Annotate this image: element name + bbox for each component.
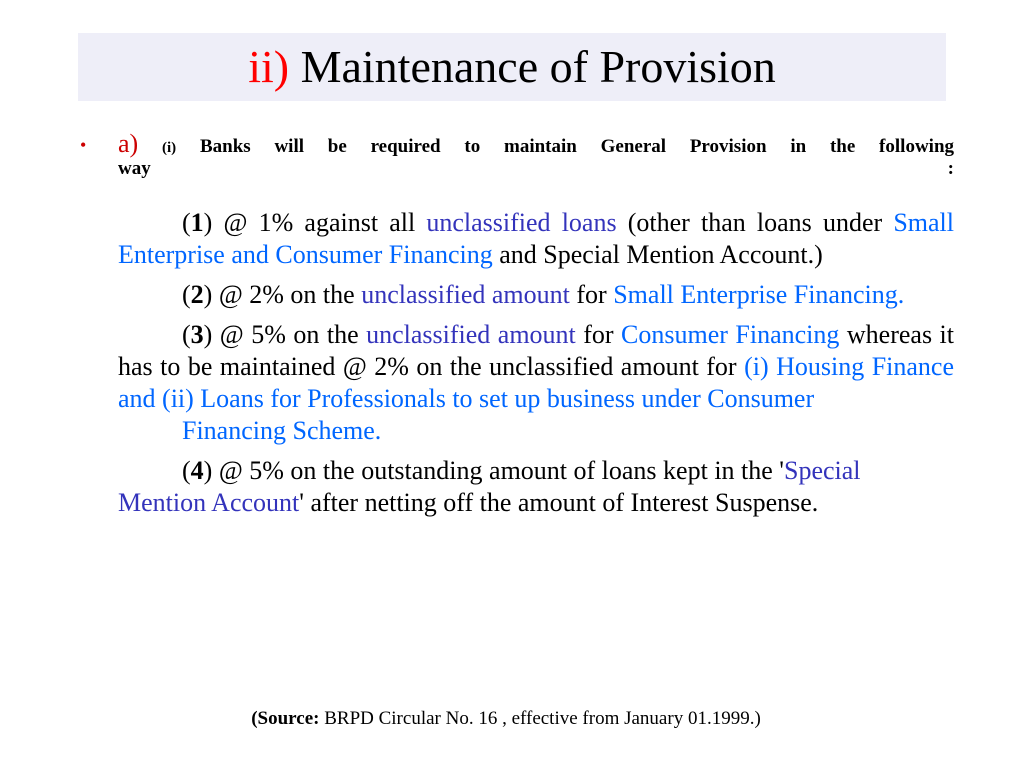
item-highlight: (i) Housing Finance and (ii) Loans for Professionals to set up business under Consumer <box>118 352 954 413</box>
intro-text: Banks will be required to maintain General Provision in the following <box>199 136 955 157</box>
item-highlight: Consumer Financing <box>621 320 840 349</box>
item-text: for <box>575 320 622 349</box>
title-number: ii) <box>248 41 290 92</box>
intro-sub: (i) <box>162 140 177 156</box>
provision-item-3: (3) @ 5% on the unclassified amount for Consumer Financing whereas it has to be maintained @ 2% on the unclassified amount for (i) Housing Finance and (ii) Loans for Professionals to set up business under Consumer Financing Scheme. <box>118 320 954 445</box>
item-highlight: Small Enterprise Financing. <box>613 280 905 309</box>
item-number: 1 <box>190 208 204 237</box>
source-text: BRPD Circular No. 16 , effective from January 01.1999.) <box>319 708 761 729</box>
item-highlight: unclassified amount <box>361 280 570 309</box>
intro-line2 <box>118 159 954 179</box>
provision-items <box>118 207 954 527</box>
provision-item-2: (2) @ 2% on the unclassified amount for Small Enterprise Financing. <box>182 280 905 309</box>
item-text: ) @ 5% on the <box>203 320 367 349</box>
intro-way: way <box>118 158 151 179</box>
item-number: 2 <box>190 280 204 309</box>
item-text: for <box>569 280 614 309</box>
item-text: and Special Mention Account.) <box>492 240 823 269</box>
item-highlight: Special Mention Account <box>118 456 861 517</box>
bullet-dot-icon: • <box>80 135 87 155</box>
item-text: (other than loans under <box>616 208 894 237</box>
intro-colon: : <box>947 158 954 179</box>
item-number: 4 <box>190 456 204 485</box>
item-text: ) @ 5% on the outstanding amount of loans kept in the ' <box>203 456 784 485</box>
provision-item-1: (1) @ 1% against all unclassified loans (other than loans under Small Enterprise and Consumer Financing and Special Mention Account.) <box>118 208 954 269</box>
item-highlight: unclassified amount <box>366 320 576 349</box>
provision-item-4: (4) @ 5% on the outstanding amount of loans kept in the 'Special Mention Account' after netting off the amount of Interest Suspense. <box>118 456 861 517</box>
source-label: (Source: <box>251 708 320 729</box>
slide-title <box>248 41 776 92</box>
item-text: ) @ 2% on the <box>203 280 362 309</box>
title-text: Maintenance of Provision <box>300 41 776 92</box>
item-text: ' after netting off the amount of Interest Suspense. <box>299 488 819 517</box>
intro-letter: a) <box>118 129 139 158</box>
item-text: whereas it has to be maintained @ 2% on the unclassified amount for <box>118 320 954 381</box>
title-bar <box>78 33 946 101</box>
item-highlight: Small Enterprise and Consumer Financing <box>118 208 954 269</box>
item-highlight: Financing Scheme. <box>182 416 382 445</box>
item-highlight: unclassified loans <box>426 208 617 237</box>
source-note <box>0 708 1012 730</box>
item-text: ) @ 1% against all <box>203 208 427 237</box>
bullet-section <box>80 129 955 179</box>
item-number: 3 <box>190 320 204 349</box>
intro-paragraph <box>118 129 955 159</box>
